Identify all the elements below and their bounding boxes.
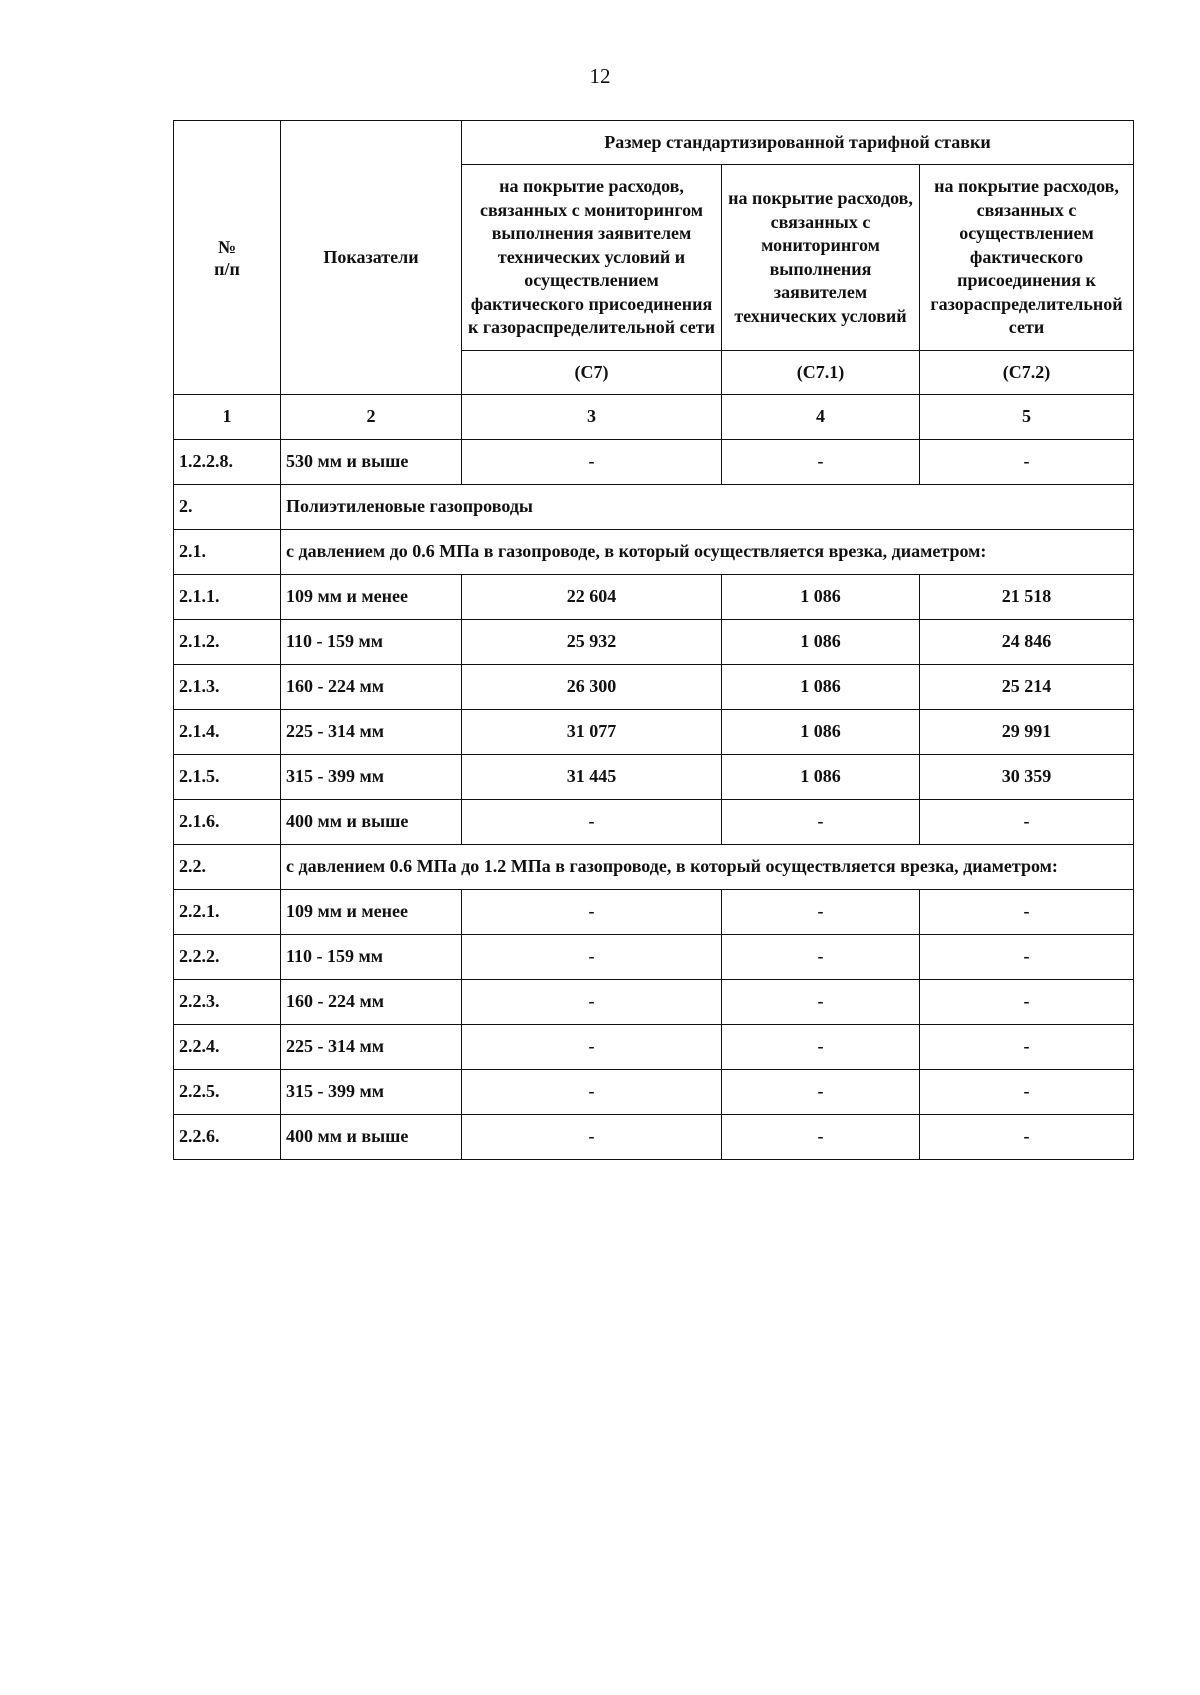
row-label: 225 - 314 мм (281, 1025, 462, 1070)
col-number-5: 5 (920, 395, 1134, 440)
value-c7: 31 445 (462, 755, 722, 800)
value-c7-2: - (920, 1070, 1134, 1115)
value-c7: 25 932 (462, 620, 722, 665)
row-number: 2.2.4. (174, 1025, 281, 1070)
value-c7-1: - (722, 440, 920, 485)
value-c7-1: 1 086 (722, 665, 920, 710)
row-number: 2.2.3. (174, 980, 281, 1025)
row-label: 530 мм и выше (281, 440, 462, 485)
value-c7: - (462, 440, 722, 485)
value-c7-2: - (920, 890, 1134, 935)
row-label: 225 - 314 мм (281, 710, 462, 755)
row-label: 109 мм и менее (281, 890, 462, 935)
table-row (174, 1115, 1134, 1160)
row-number: 2.1. (174, 530, 281, 575)
row-number: 2.1.3. (174, 665, 281, 710)
col-number-3: 3 (462, 395, 722, 440)
col-number-1: 1 (174, 395, 281, 440)
row-number: 2.1.1. (174, 575, 281, 620)
section-row (174, 485, 1134, 530)
row-label: 160 - 224 мм (281, 980, 462, 1025)
value-c7-2: 29 991 (920, 710, 1134, 755)
value-c7: - (462, 1115, 722, 1160)
row-number: 2.2.5. (174, 1070, 281, 1115)
table-body (174, 440, 1134, 1160)
header-col4-desc: на покрытие расходов, связанных с мониторингом выполнения заявителем технических условий (722, 165, 920, 351)
table-row (174, 1070, 1134, 1115)
value-c7: 22 604 (462, 575, 722, 620)
value-c7-1: - (722, 980, 920, 1025)
value-c7: - (462, 980, 722, 1025)
section-label: с давлением 0.6 МПа до 1.2 МПа в газопроводе, в который осуществляется врезка, диаметром: (281, 845, 1134, 890)
col-number-4: 4 (722, 395, 920, 440)
row-number: 2.2. (174, 845, 281, 890)
row-label: 315 - 399 мм (281, 755, 462, 800)
table-row (174, 575, 1134, 620)
row-number: 2.2.6. (174, 1115, 281, 1160)
value-c7-1: - (722, 1025, 920, 1070)
row-label: 110 - 159 мм (281, 620, 462, 665)
table-row (174, 620, 1134, 665)
value-c7-1: - (722, 800, 920, 845)
section-label: с давлением до 0.6 МПа в газопроводе, в который осуществляется врезка, диаметром: (281, 530, 1134, 575)
value-c7-2: - (920, 1115, 1134, 1160)
header-indicators: Показатели (281, 121, 462, 395)
value-c7-2: 21 518 (920, 575, 1134, 620)
header-col5-desc: на покрытие расходов, связанных с осуществлением фактического присоединения к газораспределительной сети (920, 165, 1134, 351)
header-col3-desc: на покрытие расходов, связанных с мониторингом выполнения заявителем технических условий и осуществлением фактического присоединения к газораспределительной сети (462, 165, 722, 351)
section-row (174, 530, 1134, 575)
value-c7-2: 25 214 (920, 665, 1134, 710)
value-c7-1: - (722, 890, 920, 935)
value-c7-2: - (920, 980, 1134, 1025)
value-c7: - (462, 890, 722, 935)
table-row (174, 800, 1134, 845)
value-c7: 31 077 (462, 710, 722, 755)
table-row (174, 440, 1134, 485)
row-number: 2. (174, 485, 281, 530)
value-c7-1: 1 086 (722, 755, 920, 800)
section-row (174, 845, 1134, 890)
value-c7: - (462, 800, 722, 845)
value-c7-2: - (920, 935, 1134, 980)
table-row (174, 980, 1134, 1025)
value-c7: 26 300 (462, 665, 722, 710)
row-number: 2.1.5. (174, 755, 281, 800)
table-row (174, 755, 1134, 800)
row-number: 2.1.4. (174, 710, 281, 755)
value-c7-1: 1 086 (722, 575, 920, 620)
row-number: 1.2.2.8. (174, 440, 281, 485)
value-c7-2: - (920, 1025, 1134, 1070)
value-c7: - (462, 1070, 722, 1115)
section-label: Полиэтиленовые газопроводы (281, 485, 1134, 530)
row-label: 315 - 399 мм (281, 1070, 462, 1115)
value-c7-1: 1 086 (722, 710, 920, 755)
value-c7-1: - (722, 1070, 920, 1115)
row-label: 400 мм и выше (281, 1115, 462, 1160)
value-c7: - (462, 1025, 722, 1070)
page-number: 12 (589, 64, 611, 88)
header-num-col: № п/п (174, 121, 281, 395)
value-c7-2: - (920, 440, 1134, 485)
row-label: 109 мм и менее (281, 575, 462, 620)
header-rate-group: Размер стандартизированной тарифной ставки (462, 121, 1134, 165)
value-c7-1: - (722, 1115, 920, 1160)
table-row (174, 665, 1134, 710)
header-col3-code: (С7) (462, 351, 722, 395)
header-col4-code: (С7.1) (722, 351, 920, 395)
table-row (174, 890, 1134, 935)
value-c7-2: - (920, 800, 1134, 845)
value-c7-1: 1 086 (722, 620, 920, 665)
row-number: 2.2.2. (174, 935, 281, 980)
table-header (174, 121, 1134, 440)
header-col5-code: (С7.2) (920, 351, 1134, 395)
row-label: 160 - 224 мм (281, 665, 462, 710)
row-number: 2.2.1. (174, 890, 281, 935)
value-c7-2: 24 846 (920, 620, 1134, 665)
value-c7-1: - (722, 935, 920, 980)
table-row (174, 1025, 1134, 1070)
row-number: 2.1.6. (174, 800, 281, 845)
row-label: 110 - 159 мм (281, 935, 462, 980)
value-c7: - (462, 935, 722, 980)
table-row (174, 935, 1134, 980)
row-number: 2.1.2. (174, 620, 281, 665)
table-row (174, 710, 1134, 755)
value-c7-2: 30 359 (920, 755, 1134, 800)
tariff-table (173, 120, 1134, 1160)
row-label: 400 мм и выше (281, 800, 462, 845)
col-number-2: 2 (281, 395, 462, 440)
